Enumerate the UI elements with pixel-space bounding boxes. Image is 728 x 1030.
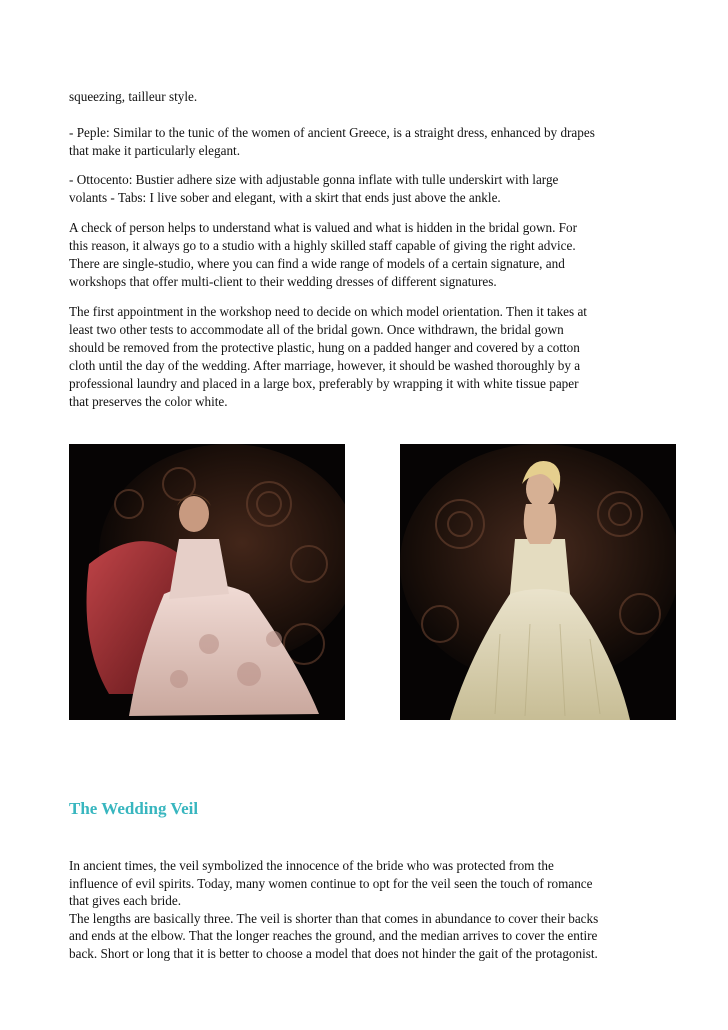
paragraph-peple: - Peple: Similar to the tunic of the women of ancient Greece, is a straight dress, enhanced by drapes that make it particularly elegant. xyxy=(69,125,595,158)
photo-bride-ivory-gown-graphic xyxy=(400,444,676,720)
section-heading-wedding-veil: The Wedding Veil xyxy=(69,799,199,818)
paragraph-veil: In ancient times, the veil symbolized the innocence of the bride who was protected from the influence of evil spirits. Today, many women continue to opt for the veil seen the touch of romance that gives each bride. The lengths are basically three. The veil is shorter than that comes in abundance to cover their backs and ends at the elbow. That the longer reaches the ground, and the median arrives to cover the entire back. Short or long that it is better to choose a model that does not hinder the gait of the protagonist. xyxy=(69,858,599,961)
photo-bride-pink-gown xyxy=(69,444,345,720)
photo-bride-ivory-gown xyxy=(400,444,676,720)
paragraph-check-of-person: A check of person helps to understand what is valued and what is hidden in the bridal gown. For this reason, it always go to a studio with a highly skilled staff capable of giving the right advice. There are single-studio, where you can find a wide range of models of a certain signature, and workshops that offer multi-client to their wedding dresses of different signatures. xyxy=(69,220,577,289)
paragraph-ottocento: - Ottocento: Bustier adhere size with adjustable gonna inflate with tulle underskirt with large volants - Tabs: I live sober and elegant, with a skirt that ends just above the ankle. xyxy=(69,172,559,205)
paragraph-continuation: squeezing, tailleur style. xyxy=(69,89,198,104)
paragraph-first-appointment: The first appointment in the workshop need to decide on which model orientation. Then it takes at least two other tests to accommodate all of the bridal gown. Once withdrawn, the bridal gown should be removed from the protective plastic, hung on a padded hanger and covered by a cotton cloth until the day of the wedding. After marriage, however, it should be washed thoroughly by a professional laundry and placed in a large box, preferably by wrapping it with white tissue paper that preserves the color white. xyxy=(69,304,587,409)
photo-bride-pink-gown-graphic xyxy=(69,444,345,720)
